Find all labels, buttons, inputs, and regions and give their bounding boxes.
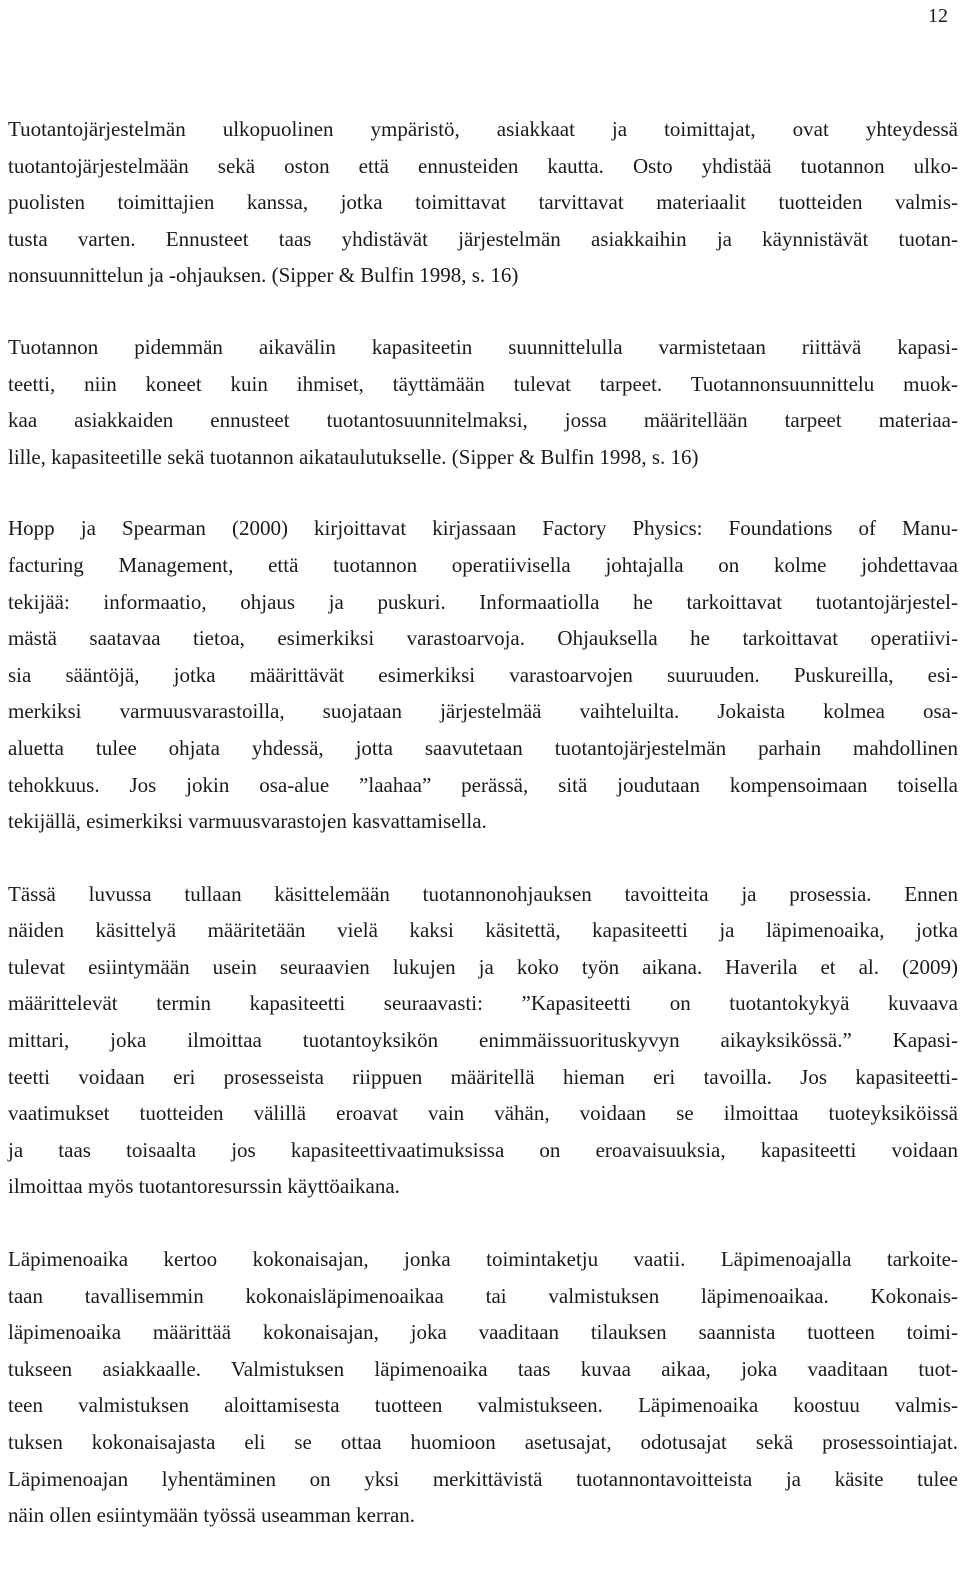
paragraph-4 [8, 876, 958, 1205]
text-line: taan tavallisemmin kokonaisläpimenoaikaa tai valmistuksen läpimenoaikaa. Kokonais- [8, 1283, 958, 1308]
text-line: Läpimenoaika kertoo kokonaisajan, jonka toimintaketju vaatii. Läpimenoajalla tarkoite- [8, 1247, 958, 1272]
text-line: merkiksi varmuusvarastoilla, suojataan järjestelmää vaihteluilta. Jokaista kolmea osa- [8, 699, 958, 724]
paragraph-5 [8, 1241, 958, 1534]
text-line: puolisten toimittajien kanssa, jotka toimittavat tarvittavat materiaalit tuotteiden valmis- [8, 190, 958, 215]
text-line: tukseen asiakkaalle. Valmistuksen läpimenoaika taas kuvaa aikaa, joka vaaditaan tuot- [8, 1356, 958, 1381]
text-line: tehokkuus. Jos jokin osa-alue ”laahaa” perässä, sitä joudutaan kompensoimaan toisella [8, 772, 958, 797]
text-line: määrittelevät termin kapasiteetti seuraavasti: ”Kapasiteetti on tuotantokykyä kuvaava [8, 991, 958, 1016]
text-line: tulevat esiintymään usein seuraavien lukujen ja koko työn aikana. Haverila et al. (2009) [8, 954, 958, 979]
text-line: näiden käsittelyä määritetään vielä kaksi käsitettä, kapasiteetti ja läpimenoaika, jotka [8, 918, 958, 943]
text-line: mästä saatavaa tietoa, esimerkiksi varastoarvoja. Ohjauksella he tarkoittavat operatiivi- [8, 626, 958, 651]
text-line: sia sääntöjä, jotka määrittävät esimerkiksi varastoarvojen suuruuden. Puskureilla, esi- [8, 662, 958, 687]
text-line: Hopp ja Spearman (2000) kirjoittavat kirjassaan Factory Physics: Foundations of Manu- [8, 516, 958, 541]
text-line: tuotantojärjestelmään sekä oston että ennusteiden kautta. Osto yhdistää tuotannon ulko- [8, 153, 958, 178]
text-line: tusta varten. Ennusteet taas yhdistävät järjestelmän asiakkaihin ja käynnistävät tuotan- [8, 226, 958, 251]
text-line: teetti, niin koneet kuin ihmiset, täyttämään tulevat tarpeet. Tuotannonsuunnittelu muok- [8, 371, 958, 396]
text-line: vaatimukset tuotteiden välillä eroavat vain vähän, voidaan se ilmoittaa tuoteyksiköissä [8, 1101, 958, 1126]
text-line: tuksen kokonaisajasta eli se ottaa huomioon asetusajat, odotusajat sekä prosessointiajat. [8, 1430, 958, 1454]
text-line: ilmoittaa myös tuotantoresurssin käyttöaikana. [8, 1174, 400, 1199]
text-line: lille, kapasiteetille sekä tuotannon aikataulutukselle. (Sipper & Bulfin 1998, s. 16) [8, 444, 699, 469]
text-line: tekijällä, esimerkiksi varmuusvarastojen kasvattamisella. [8, 809, 487, 834]
text-line: Tässä luvussa tullaan käsittelemään tuotannonohjauksen tavoitteita ja prosessia. Ennen [8, 881, 958, 906]
text-line: teen valmistuksen aloittamisesta tuotteen valmistukseen. Läpimenoaika koostuu valmis- [8, 1393, 958, 1418]
text-line: mittari, joka ilmoittaa tuotantoyksikön enimmäissuorituskyvyn aikayksikössä.” Kapasi- [8, 1028, 958, 1053]
paragraph-3 [8, 510, 958, 839]
text-line: aluetta tulee ohjata yhdessä, jotta saavutetaan tuotantojärjestelmän parhain mahdollinen [8, 735, 958, 760]
text-line: tekijää: informaatio, ohjaus ja puskuri. Informaatiolla he tarkoittavat tuotantojärjestel- [8, 589, 958, 614]
text-line: kaa asiakkaiden ennusteet tuotantosuunnitelmaksi, jossa määritellään tarpeet materiaa- [8, 408, 958, 433]
paragraph-1 [8, 111, 958, 294]
page-number: 12 [928, 5, 948, 27]
text-line: teetti voidaan eri prosesseista riippuen määritellä hieman eri tavoilla. Jos kapasiteetti- [8, 1064, 958, 1089]
text-line: facturing Management, että tuotannon operatiivisella johtajalla on kolme johdettavaa [8, 552, 958, 577]
text-line: ja taas toisaalta jos kapasiteettivaatimuksissa on eroavaisuuksia, kapasiteetti voidaan [8, 1137, 958, 1162]
text-line: Läpimenoajan lyhentäminen on yksi merkittävistä tuotannontavoitteista ja käsite tulee [8, 1466, 958, 1491]
text-line: Tuotantojärjestelmän ulkopuolinen ympäristö, asiakkaat ja toimittajat, ovat yhteydessä [8, 117, 958, 141]
paragraph-2 [8, 329, 958, 475]
text-line: nonsuunnittelun ja -ohjauksen. (Sipper & Bulfin 1998, s. 16) [8, 263, 519, 288]
text-line: Tuotannon pidemmän aikavälin kapasiteetin suunnittelulla varmistetaan riittävä kapasi- [8, 334, 958, 359]
text-line: näin ollen esiintymään työssä useamman kerran. [8, 1503, 416, 1528]
body-text [8, 111, 958, 1570]
text-line: läpimenoaika määrittää kokonaisajan, joka vaaditaan tilauksen saannista tuotteen toimi- [8, 1320, 958, 1345]
